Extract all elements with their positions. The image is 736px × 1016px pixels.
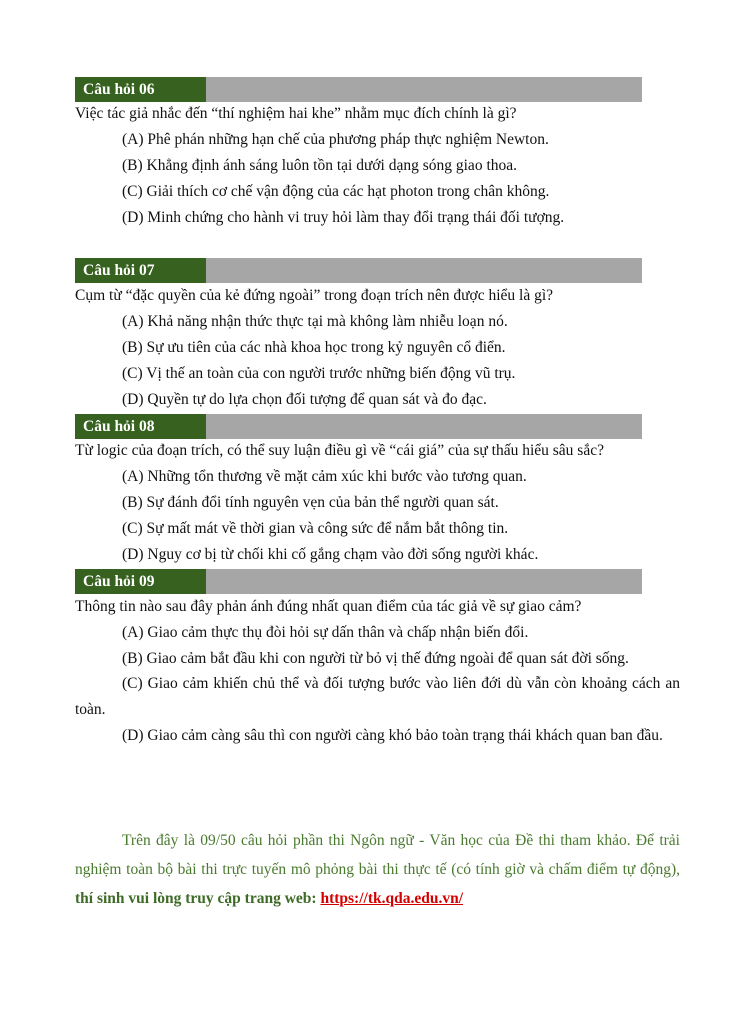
option-c: (C) Sự mất mát về thời gian và công sức để nắm bắt thông tin. — [122, 520, 509, 537]
question-label: Câu hỏi 07 — [75, 258, 206, 283]
option-a: (A) Khả năng nhận thức thực tại mà không làm nhiễu loạn nó. — [122, 313, 508, 330]
option-d: (D) Nguy cơ bị từ chối khi cố gắng chạm vào đời sống người khác. — [122, 546, 539, 563]
question-stem: Từ logic của đoạn trích, có thể suy luận điều gì về “cái giá” của sự thấu hiểu sâu sắc? — [75, 442, 604, 459]
option-c: (C) Giải thích cơ chế vận động của các hạt photon trong chân không. — [122, 183, 550, 200]
option-a: (A) Phê phán những hạn chế của phương pháp thực nghiệm Newton. — [122, 131, 549, 148]
option-a: (A) Những tổn thương về mặt cảm xúc khi bước vào tương quan. — [122, 468, 527, 485]
option-d: (D) Minh chứng cho hành vi truy hỏi làm thay đổi trạng thái đối tượng. — [122, 209, 565, 226]
question-stem: Việc tác giả nhắc đến “thí nghiệm hai khe” nhằm mục đích chính là gì? — [75, 105, 517, 122]
question-header-07 — [75, 258, 642, 283]
option-d: (D) Giao cảm càng sâu thì con người càng khó bảo toàn trạng thái khách quan ban đầu. — [122, 727, 663, 744]
question-stem: Thông tin nào sau đây phản ánh đúng nhất quan điểm của tác giả về sự giao cảm? — [75, 598, 582, 615]
question-header-06 — [75, 77, 642, 102]
option-c: (C) Vị thế an toàn của con người trước những biến động vũ trụ. — [122, 365, 516, 382]
question-label: Câu hỏi 06 — [75, 77, 206, 102]
question-header-08 — [75, 414, 642, 439]
footer-note — [75, 826, 680, 913]
option-b: (B) Khẳng định ánh sáng luôn tồn tại dưới dạng sóng giao thoa. — [122, 157, 518, 174]
option-d: (D) Quyền tự do lựa chọn đối tượng để quan sát và đo đạc. — [122, 391, 487, 408]
option-c: (C) Giao cảm khiến chủ thể và đối tượng bước vào liên đới dù vẫn còn khoảng cách an toàn. — [75, 675, 680, 718]
question-header-09 — [75, 569, 642, 594]
option-b: (B) Giao cảm bắt đầu khi con người từ bỏ vị thế đứng ngoài để quan sát đời sống. — [122, 650, 629, 667]
question-stem: Cụm từ “đặc quyền của kẻ đứng ngoài” trong đoạn trích nên được hiểu là gì? — [75, 287, 554, 304]
footer-text: Trên đây là 09/50 câu hỏi phần thi Ngôn ngữ - Văn học của Đề thi tham khảo. Để trải nghiệm toàn bộ bài thi trực tuyến mô phỏng bài thi thực tế (có tính giờ và chấm điểm tự động), — [75, 832, 680, 878]
question-label: Câu hỏi 09 — [75, 569, 206, 594]
option-b: (B) Sự đánh đổi tính nguyên vẹn của bản thể người quan sát. — [122, 494, 499, 511]
question-label: Câu hỏi 08 — [75, 414, 206, 439]
option-b: (B) Sự ưu tiên của các nhà khoa học trong kỷ nguyên cổ điển. — [122, 339, 506, 356]
footer-bold-text: thí sinh vui lòng truy cập trang web: — [75, 890, 321, 907]
option-a: (A) Giao cảm thực thụ đòi hỏi sự dấn thân và chấp nhận biến đổi. — [122, 624, 529, 641]
exam-website-link[interactable]: https://tk.qda.edu.vn/ — [320, 890, 464, 907]
